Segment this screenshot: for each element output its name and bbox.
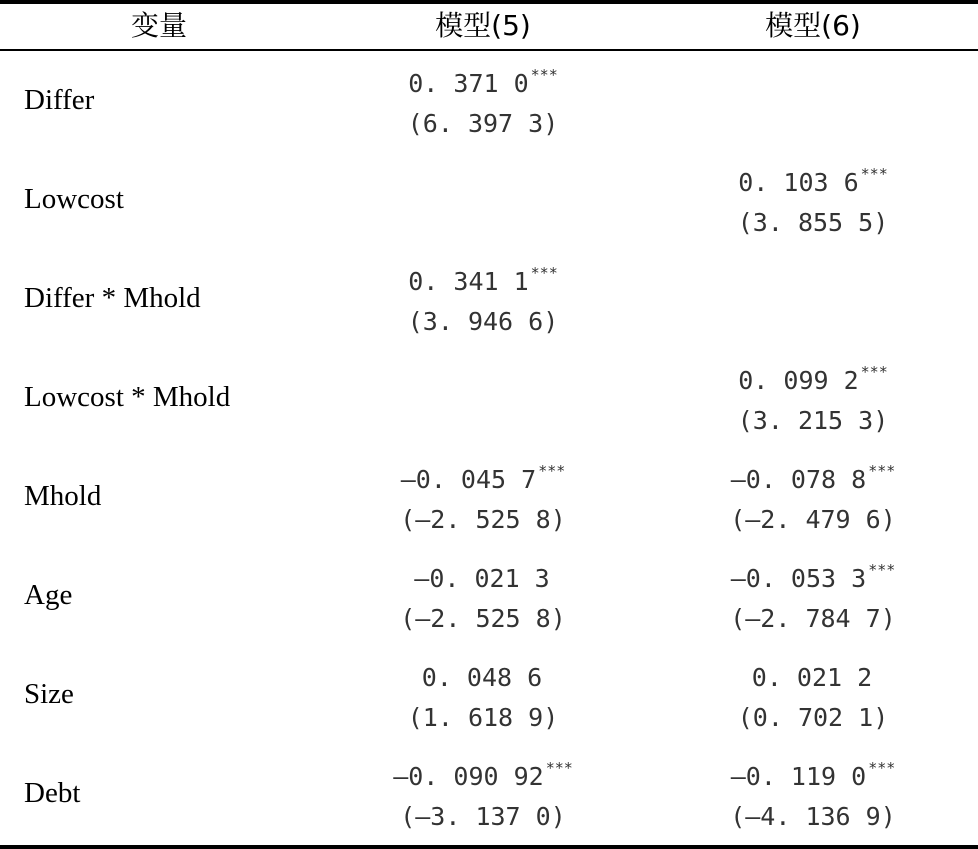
model5-coefficient: —0. 021 3 [414,564,550,593]
model6-t-statistic: (—2. 479 6) [730,505,896,534]
significance-stars: *** [868,561,896,579]
table-row [0,249,978,348]
table-row [0,51,978,150]
significance-stars: *** [868,759,896,777]
table-row [0,447,978,546]
model5-t-statistic: (—2. 525 8) [400,604,566,633]
table-row [0,150,978,249]
model6-coefficient [648,258,978,297]
significance-stars: *** [530,66,558,84]
model5-t-statistic: (—2. 525 8) [400,505,566,534]
table-row [0,645,978,744]
variable-name: Size [24,678,74,710]
table-row [0,546,978,645]
table-row [0,744,978,843]
model5-coefficient [318,357,648,396]
model5-coefficient: 0. 371 0 *** [408,66,558,98]
table-bottom-rule [0,845,978,849]
significance-stars: *** [860,165,888,183]
model5-t-statistic: (6. 397 3) [407,109,559,138]
model6-coefficient: 0. 021 2 [751,663,873,692]
significance-stars: *** [530,264,558,282]
significance-stars: *** [545,759,573,777]
model5-t-statistic: (1. 618 9) [407,703,559,732]
variable-name: Age [24,579,73,611]
model6-coefficient: —0. 078 8 *** [730,462,896,494]
variable-name: Lowcost * Mhold [24,381,231,413]
model6-t-statistic: (3. 215 3) [737,406,889,435]
model5-t-statistic: (—3. 137 0) [400,802,566,831]
variable-name: Mhold [24,480,102,512]
model6-coefficient: —0. 119 0 *** [730,759,896,791]
model5-coefficient: 0. 048 6 [421,663,543,692]
significance-stars: *** [860,363,888,381]
model6-t-statistic: (0. 702 1) [737,703,889,732]
variable-name: Lowcost [24,183,124,215]
model5-coefficient: 0. 341 1 *** [408,264,558,296]
model5-coefficient [318,159,648,198]
header-model-6: 模型(6) [765,9,861,42]
table-top-rule [0,0,978,4]
model6-coefficient: 0. 103 6 *** [738,165,888,197]
variable-name: Debt [24,777,81,809]
significance-stars: *** [538,462,566,480]
variable-name: Differ [24,84,95,116]
variable-name: Differ * Mhold [24,282,201,314]
header-model-5: 模型(5) [435,9,531,42]
table-row [0,348,978,447]
model6-t-statistic: (3. 855 5) [737,208,889,237]
model5-coefficient: —0. 045 7 *** [400,462,566,494]
model6-coefficient: 0. 099 2 *** [738,363,888,395]
model6-t-statistic: (—4. 136 9) [730,802,896,831]
model6-t-statistic: (—2. 784 7) [730,604,896,633]
model6-coefficient: —0. 053 3 *** [730,561,896,593]
model6-coefficient [648,60,978,99]
model5-coefficient: —0. 090 92 *** [393,759,573,791]
header-variable: 变量 [130,9,187,42]
model5-t-statistic: (3. 946 6) [407,307,559,336]
significance-stars: *** [868,462,896,480]
